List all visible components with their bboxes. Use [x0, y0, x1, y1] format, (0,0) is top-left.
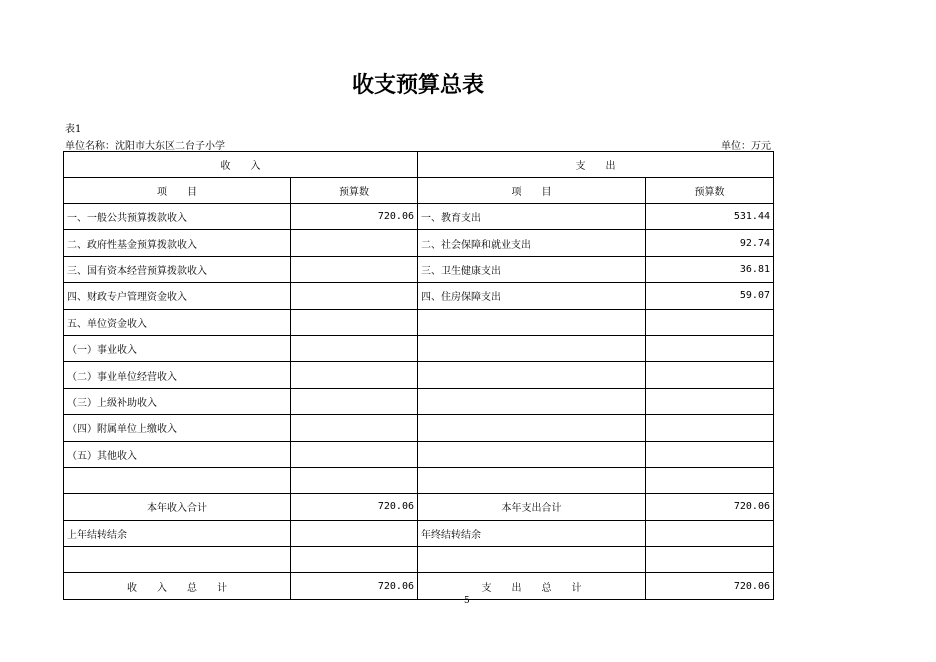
out-val-cell: 92.74: [646, 230, 774, 256]
carry-in-label: 上年结转结余: [64, 520, 291, 546]
out-val-cell: [646, 309, 774, 335]
year-expense-label: 本年支出合计: [418, 494, 646, 520]
table-row: [64, 441, 774, 467]
in-val-cell: 720.06: [291, 204, 418, 230]
in-item-cell: （三）上级补助收入: [64, 388, 291, 414]
out-item-cell: 一、教育支出: [418, 204, 646, 230]
out-item-cell: [418, 362, 646, 388]
in-val-cell: [291, 335, 418, 361]
out-item-cell: [418, 309, 646, 335]
grand-income-label: 收 入 总 计: [64, 573, 291, 599]
carry-out-label: 年终结转结余: [418, 520, 646, 546]
cell: [64, 547, 291, 573]
col-item: 项 目: [64, 178, 291, 204]
cell: [291, 520, 418, 546]
grand-expense-value: 720.06: [646, 573, 774, 599]
table-number: 表1: [65, 124, 82, 135]
in-item-cell: 二、政府性基金预算拨款收入: [64, 230, 291, 256]
in-item-cell: [64, 467, 291, 493]
out-item-cell: [418, 388, 646, 414]
unit-label: 单位：万元: [721, 141, 771, 152]
table-row: [64, 362, 774, 388]
year-income-value: 720.06: [291, 494, 418, 520]
year-income-label: 本年收入合计: [64, 494, 291, 520]
out-val-cell: 36.81: [646, 256, 774, 282]
out-val-cell: [646, 467, 774, 493]
budget-table: [63, 151, 774, 600]
out-val-cell: 59.07: [646, 283, 774, 309]
table-row: [64, 388, 774, 414]
out-item-cell: [418, 441, 646, 467]
in-val-cell: [291, 283, 418, 309]
grand-expense-label: 支 出 总 计: [418, 573, 646, 599]
in-item-cell: （四）附属单位上缴收入: [64, 415, 291, 441]
page-number: 5: [464, 596, 470, 606]
col-item: 项 目: [418, 178, 646, 204]
cell: [291, 547, 418, 573]
in-val-cell: [291, 309, 418, 335]
in-item-cell: 一、一般公共预算拨款收入: [64, 204, 291, 230]
in-val-cell: [291, 256, 418, 282]
out-item-cell: [418, 467, 646, 493]
out-val-cell: [646, 388, 774, 414]
out-val-cell: 531.44: [646, 204, 774, 230]
in-item-cell: （五）其他收入: [64, 441, 291, 467]
in-item-cell: （一）事业收入: [64, 335, 291, 361]
expense-header: 支 出: [418, 152, 774, 178]
cell: [418, 547, 646, 573]
in-val-cell: [291, 388, 418, 414]
table-row: [64, 204, 774, 230]
out-val-cell: [646, 335, 774, 361]
out-val-cell: [646, 441, 774, 467]
out-item-cell: 四、住房保障支出: [418, 283, 646, 309]
in-item-cell: 四、财政专户管理资金收入: [64, 283, 291, 309]
in-val-cell: [291, 441, 418, 467]
in-item-cell: 五、单位资金收入: [64, 309, 291, 335]
table-row: [64, 309, 774, 335]
page-title: 收支预算总表: [351, 73, 484, 98]
unit-name: 单位名称：沈阳市大东区二台子小学: [65, 141, 225, 152]
year-expense-value: 720.06: [646, 494, 774, 520]
grand-income-value: 720.06: [291, 573, 418, 599]
col-budget: 预算数: [291, 178, 418, 204]
in-item-cell: 三、国有资本经营预算拨款收入: [64, 256, 291, 282]
out-val-cell: [646, 415, 774, 441]
out-val-cell: [646, 362, 774, 388]
table-row: [64, 335, 774, 361]
in-val-cell: [291, 230, 418, 256]
col-budget: 预算数: [646, 178, 774, 204]
in-val-cell: [291, 415, 418, 441]
in-val-cell: [291, 362, 418, 388]
out-item-cell: 三、卫生健康支出: [418, 256, 646, 282]
in-val-cell: [291, 467, 418, 493]
table-row: [64, 283, 774, 309]
cell: [646, 520, 774, 546]
out-item-cell: 二、社会保障和就业支出: [418, 230, 646, 256]
table-row: [64, 415, 774, 441]
table-row: [64, 467, 774, 493]
table-row: [64, 256, 774, 282]
out-item-cell: [418, 415, 646, 441]
income-header: 收 入: [64, 152, 418, 178]
cell: [646, 547, 774, 573]
table-row: [64, 230, 774, 256]
out-item-cell: [418, 335, 646, 361]
in-item-cell: （二）事业单位经营收入: [64, 362, 291, 388]
